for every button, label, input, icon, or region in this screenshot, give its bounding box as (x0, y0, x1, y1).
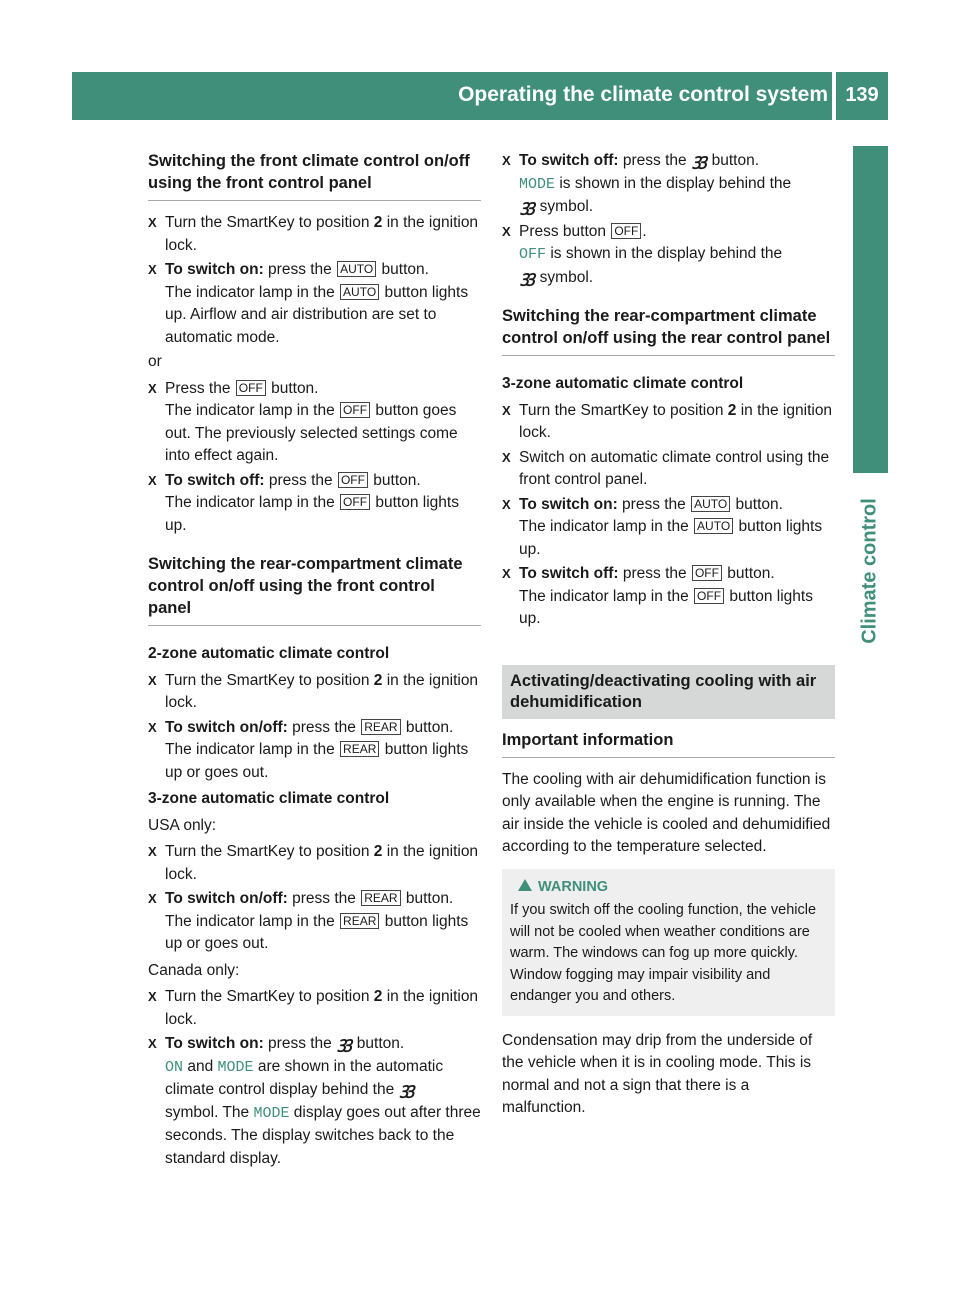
off-key-icon: OFF (692, 565, 722, 581)
or-text: or (148, 353, 162, 370)
step-marker-icon: X (148, 472, 157, 488)
fan-key-icon: ꝫꝫ (521, 198, 534, 215)
list-item: X To switch off: press the OFF button. The indicator lamp in the OFF button lights up. (502, 565, 813, 627)
subheading-2-zone: 2-zone automatic climate control (148, 645, 390, 662)
step-marker-icon: X (148, 891, 157, 906)
off-key-icon: OFF (611, 223, 641, 239)
section-heading-rear-from-front: Switching the rear-compartment climate control on/off using the front control panel (148, 553, 481, 626)
step-marker-icon: X (502, 566, 511, 581)
rear-key-icon: REAR (361, 890, 400, 906)
usa-only-text: USA only: (148, 816, 217, 834)
step-marker-icon: X (148, 989, 157, 1004)
step-marker-icon: X (502, 449, 511, 465)
auto-key-icon: AUTO (694, 518, 733, 534)
step-marker-icon: X (502, 223, 511, 239)
page-header (72, 72, 888, 120)
section-heading-cooling: Activating/deactivating cooling with air dehumidification (502, 665, 835, 719)
chapter-tab (853, 146, 888, 473)
chapter-label (853, 476, 888, 666)
display-mode-text: MODE (253, 1104, 290, 1122)
display-on-text: ON (165, 1058, 184, 1076)
list-item: X To switch on/off: press the REAR button. The indicator lamp in the REAR button lights up or goes out. (148, 890, 469, 952)
off-key-icon: OFF (694, 588, 724, 604)
list-item: X Turn the SmartKey to position 2 in the ignition lock. (148, 988, 479, 1028)
warning-triangle-icon (518, 879, 532, 891)
step-marker-icon: X (148, 672, 157, 688)
step-marker-icon: X (148, 380, 157, 396)
section-heading-rear-panel: Switching the rear-compartment climate control on/off using the rear control panel (502, 305, 835, 356)
paragraph-condensation: Condensation may drip from the underside of the vehicle when it is in cooling mode. This is normal and not a sign that there is a malfunction. (502, 1031, 813, 1116)
paragraph-cooling-info: The cooling with air dehumidification function is only available when the engine is running. The air inside the vehicle is cooled and dehumidified according to the temperature selected. (502, 770, 831, 855)
rear-key-icon: REAR (361, 719, 400, 735)
step-marker-icon: X (502, 153, 511, 168)
page-number: 139 (845, 84, 879, 106)
display-mode-text: MODE (217, 1058, 254, 1076)
step-marker-icon: X (502, 402, 511, 418)
rear-key-icon: REAR (340, 741, 379, 757)
off-key-icon: OFF (236, 380, 266, 396)
section-heading-front-panel: Switching the front climate control on/off using the front control panel (148, 150, 481, 201)
list-item: X Turn the SmartKey to position 2 in the ignition lock. (148, 671, 479, 711)
list-item: X Press button OFF . OFF is shown in the display behind the ꝫꝫ symbol. (502, 221, 835, 290)
step-marker-icon: X (148, 719, 157, 735)
off-key-icon: OFF (340, 402, 370, 418)
fan-key-icon: ꝫꝫ (521, 268, 534, 286)
step-marker-icon: X (148, 215, 157, 230)
step-marker-icon: X (502, 496, 511, 512)
auto-key-icon: AUTO (691, 496, 730, 512)
warning-box (502, 869, 835, 1016)
chapter-label-text: Climate control (858, 498, 881, 644)
step-marker-icon: X (148, 1036, 157, 1051)
list-item: X Press the OFF button. The indicator lamp in the OFF button goes out. The previously selected settings come into effect again. (148, 379, 458, 464)
subheading-3-zone: 3-zone automatic climate control (148, 790, 390, 807)
list-item: X To switch off: press the OFF button. The indicator lamp in the OFF button lights up. (148, 471, 459, 534)
display-off-text: OFF (519, 246, 547, 263)
list-item: X Turn the SmartKey to position 2 in the ignition lock. (502, 401, 833, 441)
warning-text: If you switch off the cooling function, the vehicle will not be cooled when weather conditions are warm. The windows can fog up more quickly. Window fogging may impair visibility and endanger you and others. (510, 902, 817, 1004)
list-item: X Turn the SmartKey to position 2 in the ignition lock. (148, 214, 479, 254)
list-item: X To switch off: press the ꝫꝫ button. MODE is shown in the display behind the ꝫꝫ symbol. (502, 150, 835, 219)
left-column (148, 150, 481, 1172)
off-key-icon: OFF (340, 494, 370, 510)
page-title: Operating the climate control system (458, 83, 828, 106)
list-item: X To switch on: press the ꝫꝫ button. ON and MODE are shown in the automatic climate control display behind the ꝫꝫ symbol. The MODE display goes out after three seconds. The display switches back to the standard display. (148, 1035, 481, 1167)
off-key-icon: OFF (338, 472, 368, 488)
subheading-3-zone: 3-zone automatic climate control (502, 375, 744, 392)
right-column (502, 150, 835, 1120)
list-item: X To switch on: press the AUTO button. The indicator lamp in the AUTO button lights up. Airflow and air distribution are set to automatic mode. (148, 261, 469, 346)
subheading-important-information: Important information (502, 729, 835, 758)
fan-key-icon: ꝫꝫ (400, 1081, 413, 1098)
warning-title: WARNING (510, 877, 827, 899)
fan-key-icon: ꝫꝫ (338, 1035, 351, 1052)
auto-key-icon: AUTO (340, 284, 379, 300)
rear-key-icon: REAR (340, 913, 379, 929)
step-marker-icon: X (148, 262, 157, 277)
list-item: X To switch on/off: press the REAR button. The indicator lamp in the REAR button lights up or goes out. (148, 718, 469, 781)
list-item: X Turn the SmartKey to position 2 in the ignition lock. (148, 843, 479, 883)
display-mode-text: MODE (519, 175, 556, 193)
canada-only-text: Canada only: (148, 961, 240, 979)
list-item: X To switch on: press the AUTO button. The indicator lamp in the AUTO button lights up. (502, 495, 823, 558)
fan-key-icon: ꝫꝫ (692, 152, 706, 169)
list-item: X Switch on automatic climate control using the front control panel. (502, 448, 830, 488)
auto-key-icon: AUTO (337, 261, 376, 277)
step-marker-icon: X (148, 844, 157, 859)
